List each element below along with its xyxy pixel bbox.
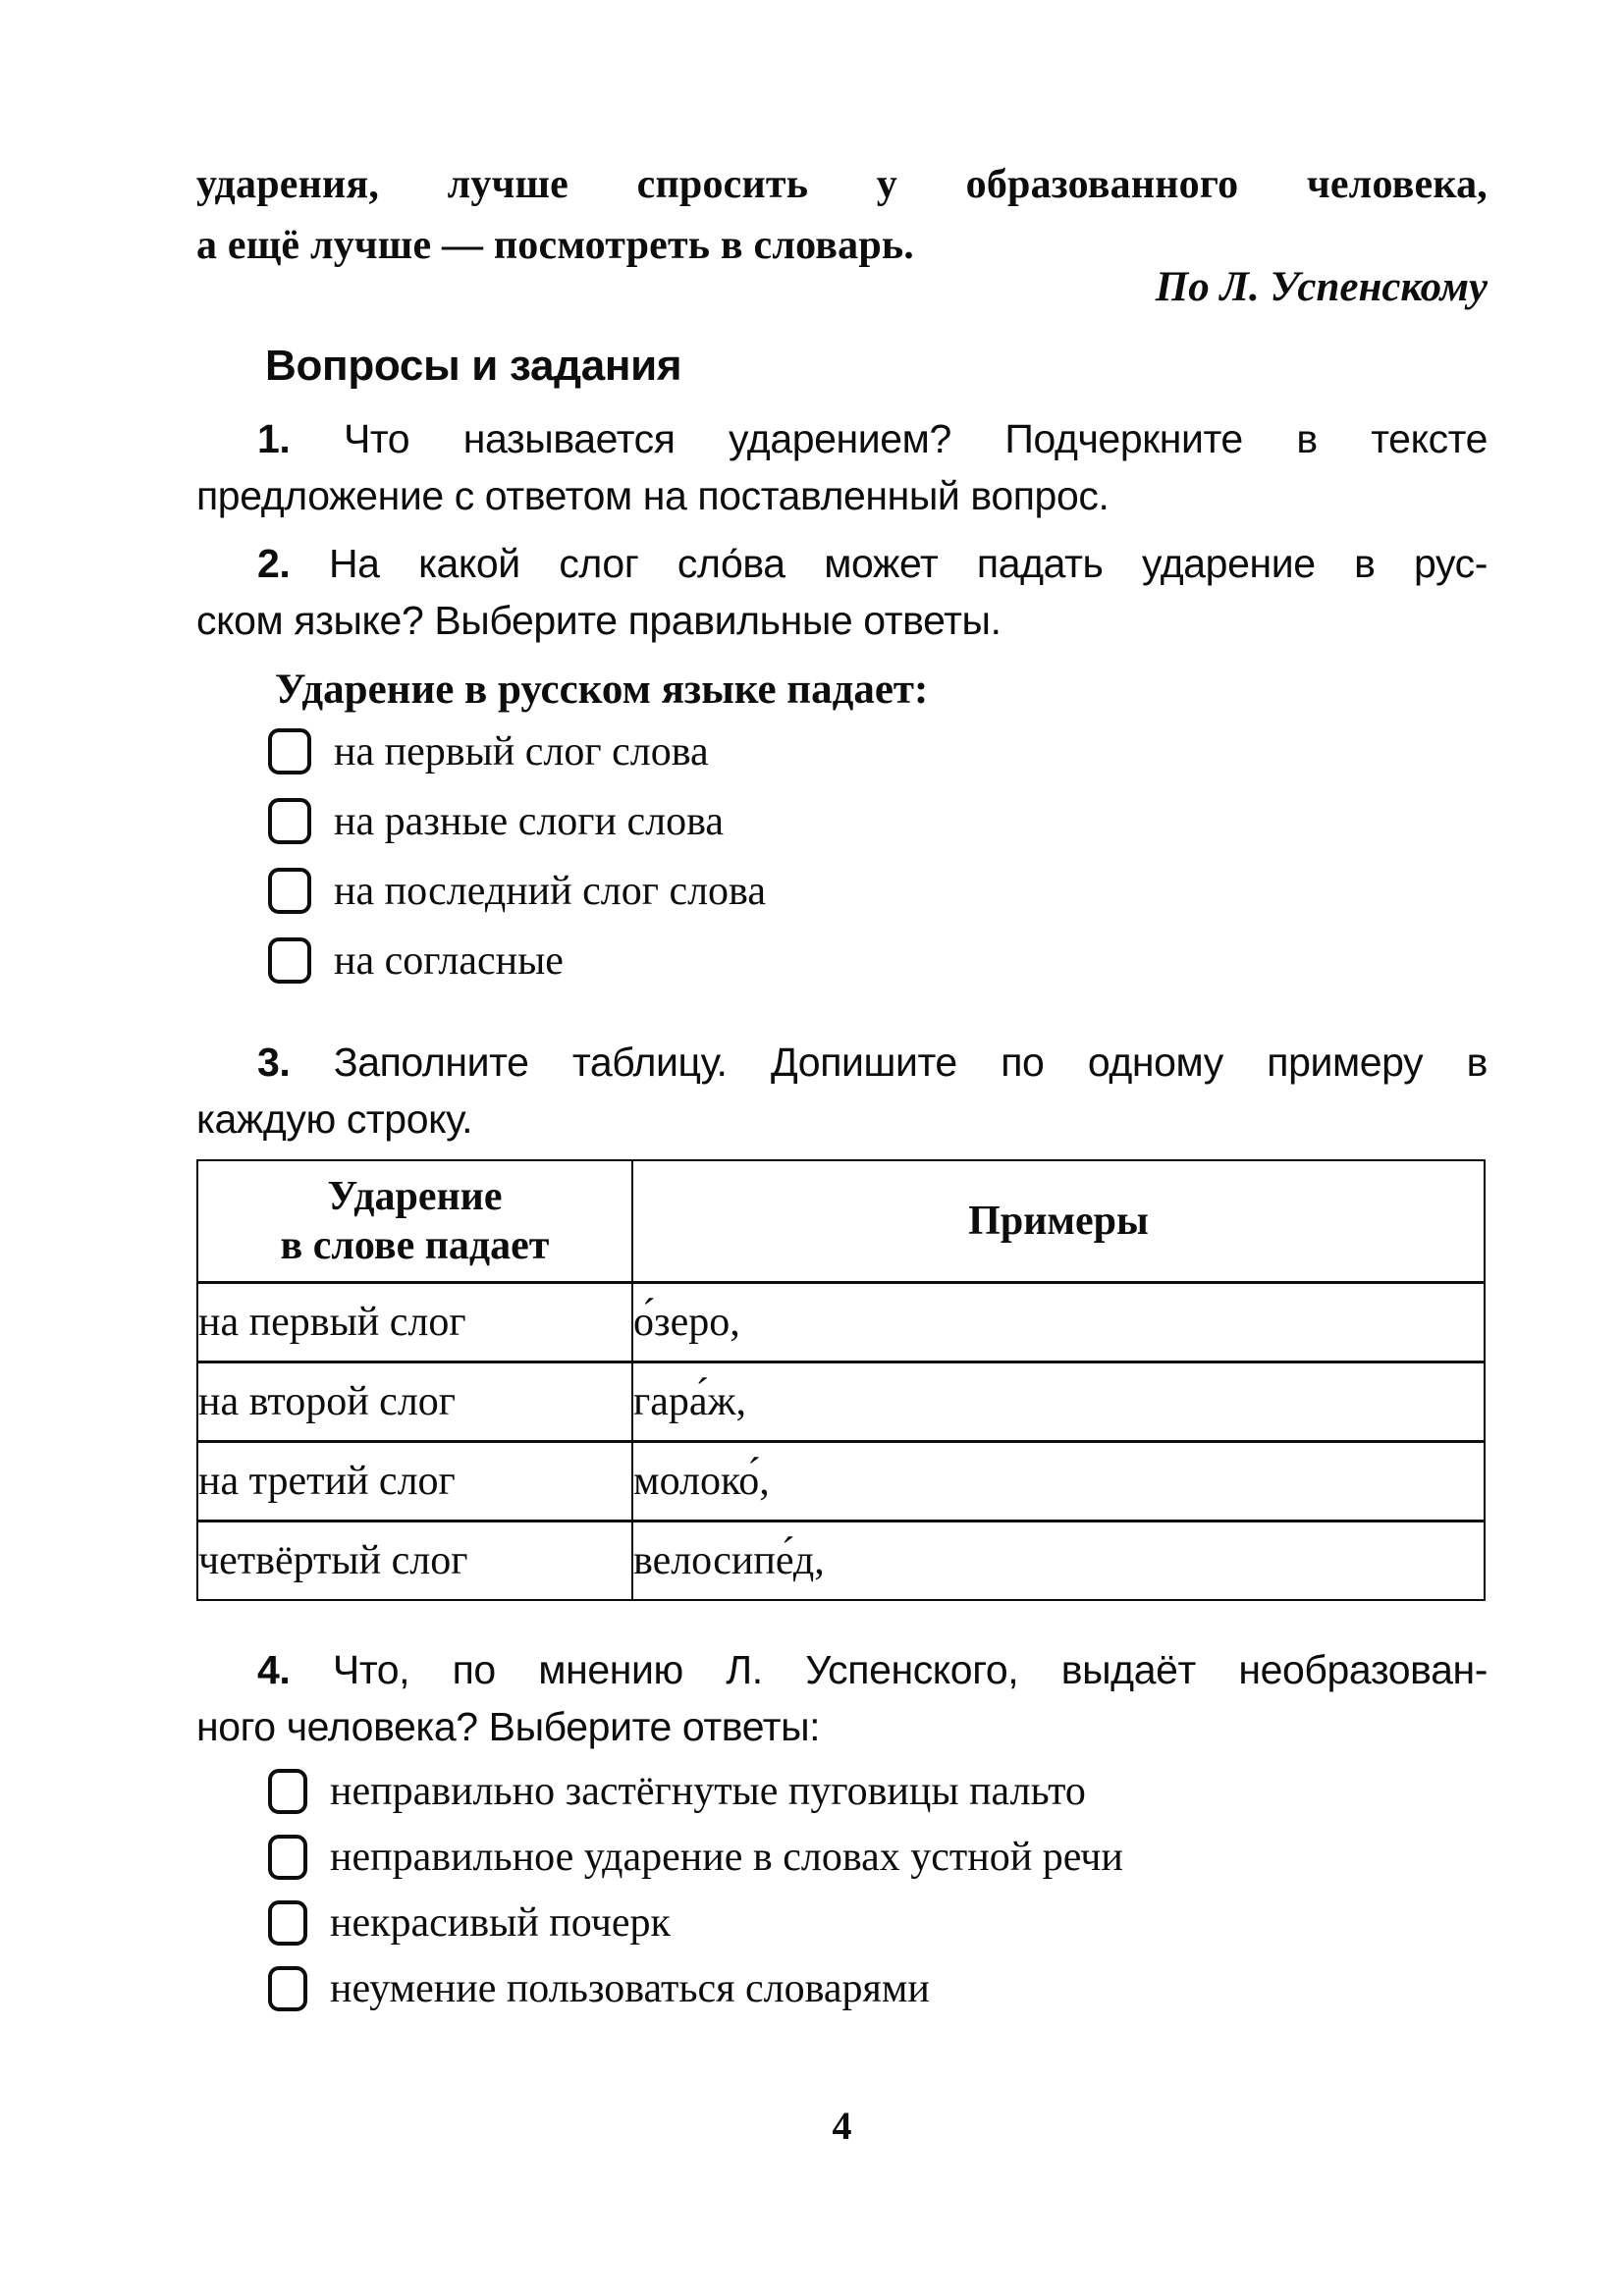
checkbox-icon[interactable] (268, 937, 311, 984)
example-fill-in-cell[interactable]: гара́ж, (632, 1362, 1485, 1442)
question-3-line-2: каждую строку. (196, 1096, 473, 1142)
example-fill-in-cell[interactable]: велосипе́д, (632, 1522, 1485, 1601)
checkbox-option[interactable] (196, 798, 1488, 844)
checkbox-icon[interactable] (268, 1900, 307, 1946)
stress-table (196, 1159, 1486, 1601)
question-text: Заполните таблицу. Допишите по одному примеру в (333, 1040, 1488, 1085)
table-row (197, 1362, 1485, 1442)
table-row (197, 1283, 1485, 1362)
checkbox-option[interactable] (196, 868, 1488, 914)
checkbox-icon[interactable] (268, 1835, 307, 1880)
question-text: На какой слог сло́ва может падать ударение в рус- (328, 541, 1488, 586)
option-label: неправильно застёгнутые пуговицы пальто (330, 1769, 1086, 1814)
table-header-stress-line-1: Ударение (327, 1174, 503, 1219)
table-header-row (197, 1160, 1485, 1283)
checkbox-icon[interactable] (268, 868, 311, 914)
option-label: на согласные (334, 937, 564, 984)
checkbox-icon[interactable] (268, 728, 311, 774)
question-1-line-1 (196, 410, 1488, 467)
checkbox-option[interactable] (196, 1835, 1488, 1880)
table-row (197, 1522, 1485, 1601)
table-header-stress-line-2: в слове падает (280, 1223, 550, 1268)
option-label: неумение пользоваться словарями (330, 1966, 930, 2011)
example-fill-in-cell[interactable]: о́зеро, (632, 1283, 1485, 1362)
table-row (197, 1442, 1485, 1522)
checkbox-option[interactable] (196, 1900, 1488, 1946)
question-4-options (196, 1769, 1488, 2032)
option-label: некрасивый почерк (330, 1900, 671, 1946)
stress-cell: четвёртый слог (197, 1522, 632, 1601)
passage-attribution: По Л. Успенскому (1155, 264, 1488, 310)
question-4 (196, 1641, 1488, 1755)
checkbox-icon[interactable] (268, 798, 311, 844)
section-heading: Вопросы и задания (265, 342, 682, 390)
question-1-line-2: предложение с ответом на поставленный вопрос. (196, 473, 1110, 518)
checkbox-option[interactable] (196, 1966, 1488, 2011)
passage-line-1: ударения, лучше спросить у образованного человека, (196, 162, 1488, 207)
question-3 (196, 1034, 1488, 1148)
question-4-line-1 (196, 1641, 1488, 1698)
page-number: 4 (832, 2104, 852, 2148)
question-2-line-2: ском языке? Выберите правильные ответы. (196, 598, 1001, 643)
table-header-examples: Примеры (632, 1160, 1485, 1283)
question-3-line-1 (196, 1034, 1488, 1091)
question-2-options (196, 728, 1488, 1007)
option-label: на первый слог слова (334, 728, 709, 774)
question-number: 1. (257, 416, 291, 461)
question-text: Что, по мнению Л. Успенского, выдаёт необразован- (332, 1647, 1488, 1692)
stress-cell: на второй слог (197, 1362, 632, 1442)
question-2-line-1 (196, 535, 1488, 592)
stress-cell: на первый слог (197, 1283, 632, 1362)
table-header-stress (197, 1160, 632, 1283)
question-2 (196, 535, 1488, 649)
stress-cell: на третий слог (197, 1442, 632, 1522)
example-fill-in-cell[interactable]: молоко́, (632, 1442, 1485, 1522)
passage-line-2: а ещё лучше — посмотреть в словарь. (196, 223, 915, 268)
question-2-prompt: Ударение в русском языке падает: (275, 667, 929, 713)
option-label: неправильное ударение в словах устной речи (330, 1835, 1123, 1880)
checkbox-option[interactable] (196, 1769, 1488, 1814)
checkbox-option[interactable] (196, 937, 1488, 984)
stress-table-wrap (196, 1159, 1488, 1601)
question-1 (196, 410, 1488, 524)
question-4-line-2: ного человека? Выберите ответы: (196, 1704, 821, 1749)
question-number: 4. (257, 1647, 291, 1692)
checkbox-option[interactable] (196, 728, 1488, 774)
question-number: 3. (257, 1040, 291, 1085)
question-text: Что называется ударением? Подчеркните в тексте (343, 416, 1488, 461)
checkbox-icon[interactable] (268, 1966, 307, 2011)
option-label: на последний слог слова (334, 868, 766, 914)
checkbox-icon[interactable] (268, 1769, 307, 1814)
question-number: 2. (257, 541, 291, 586)
option-label: на разные слоги слова (334, 798, 725, 844)
